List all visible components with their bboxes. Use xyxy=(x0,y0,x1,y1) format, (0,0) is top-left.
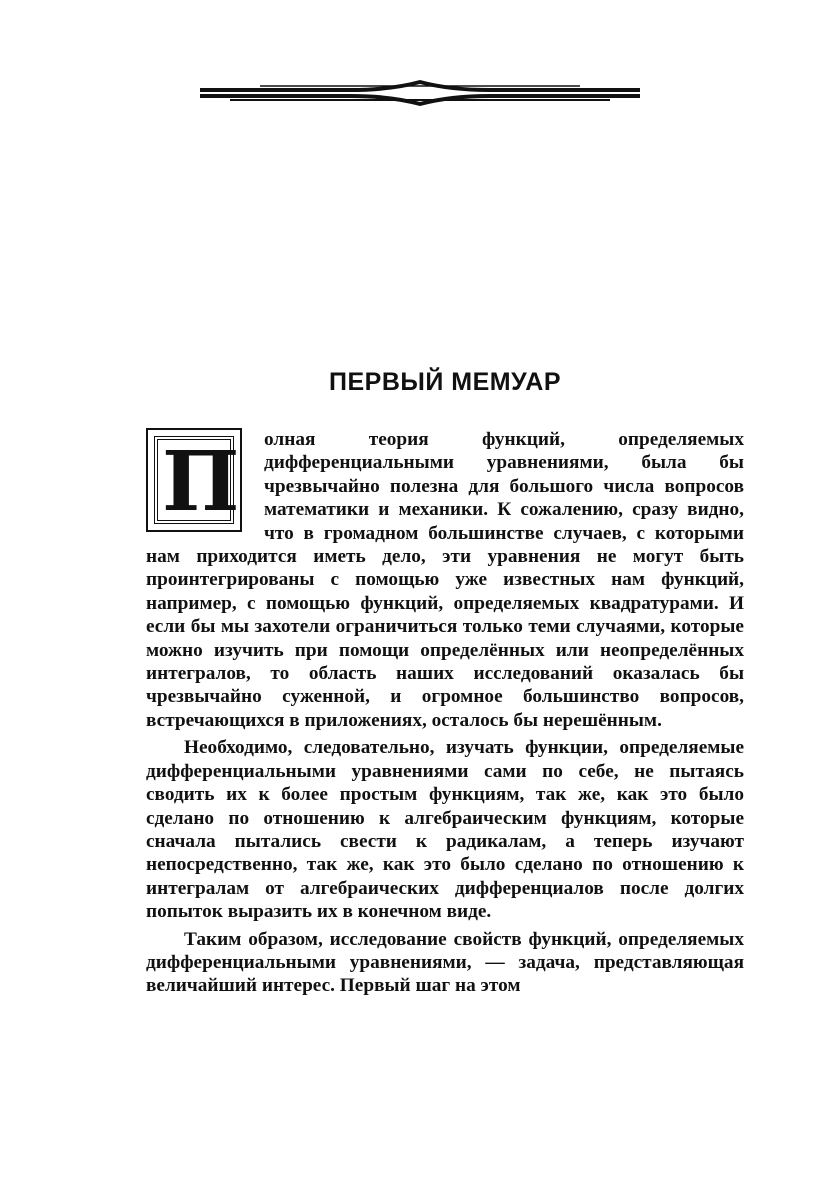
paragraph-2: Необходимо, следовательно, изучать функции, определяемые дифференциальными уравнениями сами по себе, не пытаясь сводить их к более простым функциям, так же, как это было сделано по отношению к алгебраическим функциям, которые сначала пытались свести к радикалам, а теперь изучают непосредственно, так же, как это было сделано по отношению к интегралам от алгебраических дифференциалов после долгих попыток выразить их в конечном виде. xyxy=(146,737,744,923)
paragraph-3: Таким образом, исследование свойств функций, определяемых дифференциальными уравнениями, — задача, представляющая величайший интерес. Первый шаг на этом xyxy=(146,928,744,997)
body-text xyxy=(146,428,744,998)
paragraph-1-text: олная теория функций, определяемых дифференциальными уравнениями, была бы чрезвычайно полезна для большого числа вопросов математики и механики. К сожалению, сразу видно, что в громадном большинстве случаев, с которыми нам приходится иметь дело, эти уравнения не могут быть проинтегрированы с помощью уже известных нам функций, например, с помощью функций, определяемых квадратурами. И если бы мы захотели ограничиться только теми случаями, которые можно изучить при помощи определённых или неопределённых интегралов, то область наших исследований оказалась бы чрезвычайно суженной, и огромное большинство вопросов, встречающихся в приложениях, осталось бы нерешённым. xyxy=(146,429,744,731)
header-ornament xyxy=(200,78,640,112)
drop-cap-letter: П xyxy=(162,434,240,530)
paragraph-1 xyxy=(146,428,744,732)
drop-cap xyxy=(146,428,246,536)
chapter-title: ПЕРВЫЙ МЕМУАР xyxy=(329,368,561,396)
